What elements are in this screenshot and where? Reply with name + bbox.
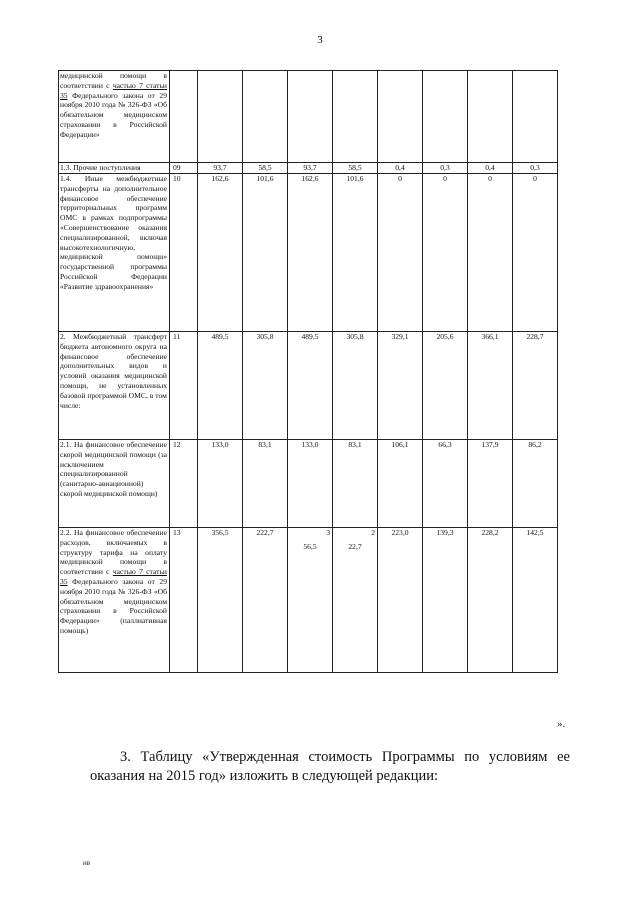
value-cell-text: 22,7	[348, 542, 362, 551]
value-cell: 93,7	[288, 163, 333, 174]
value-cell: 86,2	[513, 440, 558, 528]
table-closing-quote: ».	[557, 718, 566, 730]
value-cell: 101,6	[243, 174, 288, 332]
value-cell: 142,5	[513, 528, 558, 673]
row-name-cell	[59, 332, 170, 440]
value-cell: 356,5	[198, 528, 243, 673]
value-cell	[423, 71, 468, 163]
value-cell: 133,0	[288, 440, 333, 528]
value-cell: 228,7	[513, 332, 558, 440]
row-name-cell	[59, 71, 170, 163]
row-name-text: медицинской помощи в соответствии с	[60, 71, 167, 90]
value-cell: 205,6	[423, 332, 468, 440]
value-cell: 489,5	[288, 332, 333, 440]
table-row	[59, 163, 558, 174]
value-cell: 58,5	[333, 163, 378, 174]
row-code-cell: 11	[170, 332, 198, 440]
value-cell: 0,3	[513, 163, 558, 174]
row-name-text: 2.1. На финансовое обеспечение скорой медицинской помощи (за исключением специализированной (санитарно-авиационной) скорой медицинской помощи)	[60, 440, 167, 498]
value-cell: 162,6	[288, 174, 333, 332]
row-code-cell	[170, 71, 198, 163]
value-cell	[288, 71, 333, 163]
value-cell: 305,8	[243, 332, 288, 440]
value-cell: 106,1	[378, 440, 423, 528]
row-name-cell	[59, 174, 170, 332]
value-cell: 489,5	[198, 332, 243, 440]
value-cell	[333, 528, 378, 673]
value-cell: 93,7	[198, 163, 243, 174]
budget-table-body	[59, 71, 558, 673]
value-cell	[288, 528, 333, 673]
budget-table	[58, 70, 558, 673]
value-cell: 0	[513, 174, 558, 332]
row-code-cell: 13	[170, 528, 198, 673]
table-row	[59, 174, 558, 332]
value-cell: 0	[468, 174, 513, 332]
budget-table-wrapper	[58, 70, 558, 673]
value-cell: 133,0	[198, 440, 243, 528]
value-cell	[513, 71, 558, 163]
row-name-cell	[59, 528, 170, 673]
value-cell: 366,1	[468, 332, 513, 440]
row-name-text: 2.2. На финансовое обеспечение расходов, включаемых в структуру тарифа на оплату медицинской помощи в соответствии с	[60, 528, 167, 577]
value-cell: 0	[378, 174, 423, 332]
value-cell	[198, 71, 243, 163]
value-cell: 83,1	[243, 440, 288, 528]
value-cell: 222,7	[243, 528, 288, 673]
value-cell: 223,0	[378, 528, 423, 673]
law-reference-link[interactable]: частью 7 статьи 35	[60, 567, 167, 586]
table-row	[59, 440, 558, 528]
value-cell: 228,2	[468, 528, 513, 673]
value-cell	[378, 71, 423, 163]
row-name-text: 2. Межбюджетный трансферт бюджета автономного округа на финансовое обеспечение дополнительных видов и условий оказания медицинской помощи, не установленных базовой программой ОМС, в том числе:	[60, 332, 167, 410]
value-cell-text: 56,5	[303, 542, 317, 551]
row-code-cell: 10	[170, 174, 198, 332]
value-cell: 162,6	[198, 174, 243, 332]
value-cell	[243, 71, 288, 163]
row-name-cell	[59, 440, 170, 528]
page-number: 3	[317, 34, 323, 46]
value-cell: 137,9	[468, 440, 513, 528]
value-cell: 329,1	[378, 332, 423, 440]
table-row	[59, 71, 558, 163]
row-code-cell: 12	[170, 440, 198, 528]
amendment-paragraph: 3. Таблицу «Утвержденная стоимость Программы по условиям ее оказания на 2015 год» изложить в следующей редакции:	[90, 748, 570, 784]
footer-mark: нв	[83, 859, 91, 867]
row-name-text: 1.3. Прочие поступления	[60, 163, 141, 172]
value-cell	[468, 71, 513, 163]
law-reference-link[interactable]: частью 7 статьи 35	[60, 80, 167, 100]
row-name-text: Федерального закона от 29 ноября 2010 года № 326-ФЗ «Об обязательном медицинском страховании в Российской Федерации» (паллиативная помощь)	[60, 576, 167, 635]
row-name-text: 1.4. Иные межбюджетные трансферты на дополнительное финансовое обеспечение территориальных программ ОМС в рамках подпрограммы «Совершенствование оказания специализированной, включая высокотехнологичную, медицинской помощи» государственной программы Российской Федерации «Развитие здравоохранения»	[60, 174, 167, 291]
value-cell-split-digit: 3	[326, 528, 330, 537]
value-cell: 58,5	[243, 163, 288, 174]
value-cell: 83,1	[333, 440, 378, 528]
table-row	[59, 528, 558, 673]
row-code-cell: 09	[170, 163, 198, 174]
value-cell	[333, 71, 378, 163]
value-cell: 0,4	[378, 163, 423, 174]
value-cell: 101,6	[333, 174, 378, 332]
value-cell: 305,8	[333, 332, 378, 440]
value-cell: 0	[423, 174, 468, 332]
value-cell-split-digit: 2	[371, 528, 375, 537]
table-row	[59, 332, 558, 440]
row-name-cell	[59, 163, 170, 174]
value-cell: 139,3	[423, 528, 468, 673]
value-cell: 0,4	[468, 163, 513, 174]
value-cell: 66,3	[423, 440, 468, 528]
value-cell: 0,3	[423, 163, 468, 174]
row-name-text: Федерального закона от 29 ноября 2010 года № 326-ФЗ «Об обязательном медицинском страховании в Российской Федерации»	[60, 90, 167, 139]
